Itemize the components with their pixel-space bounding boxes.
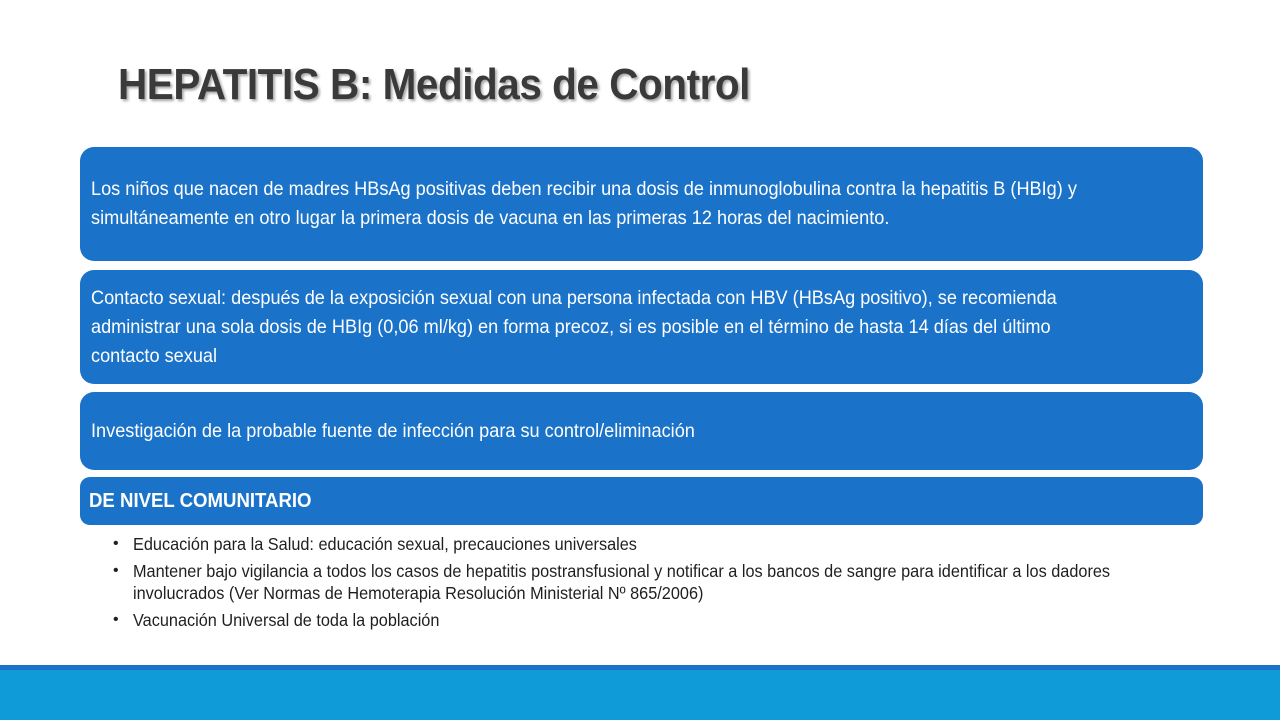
community-bullet-list — [110, 533, 1210, 636]
list-item — [110, 533, 1210, 555]
bullet-icon: • — [113, 611, 119, 628]
list-item — [110, 560, 1210, 604]
list-item-text: Educación para la Salud: educación sexual, precauciones universales — [133, 534, 637, 554]
bullet-icon: • — [113, 562, 119, 579]
bullet-icon: • — [113, 535, 119, 552]
list-item-text: Mantener bajo vigilancia a todos los casos de hepatitis postransfusional y notificar a los bancos de sangre para identificar a los dadores involucrados (Ver Normas de Hemoterapia Resolución Ministerial Nº 865/2006) — [133, 561, 1111, 603]
control-box-text: Los niños que nacen de madres HBsAg positivas deben recibir una dosis de inmunoglobulina contra la hepatitis B (HBIg) y simultáneamente en otro lugar la primera dosis de vacuna en las primeras 12 horas del nacimiento. — [91, 178, 1077, 229]
control-box-newborns — [80, 147, 1203, 261]
control-box-sexual-contact — [80, 270, 1203, 384]
list-item — [110, 609, 1210, 631]
community-level-heading: DE NIVEL COMUNITARIO — [89, 489, 312, 512]
community-level-header — [80, 477, 1203, 525]
control-box-text: Contacto sexual: después de la exposición sexual con una persona infectada con HBV (HBsAg positivo), se recomienda administrar una sola dosis de HBIg (0,06 ml/kg) en forma precoz, si es posible en el término de hasta 14 días del último contacto sexual — [91, 286, 1057, 367]
list-item-text: Vacunación Universal de toda la población — [133, 610, 440, 630]
control-box-investigation — [80, 392, 1203, 470]
control-box-text: Investigación de la probable fuente de infección para su control/eliminación — [91, 419, 695, 442]
slide-title: HEPATITIS B: Medidas de Control — [118, 60, 750, 109]
footer-accent-line — [0, 665, 1280, 670]
footer-band — [0, 665, 1280, 720]
